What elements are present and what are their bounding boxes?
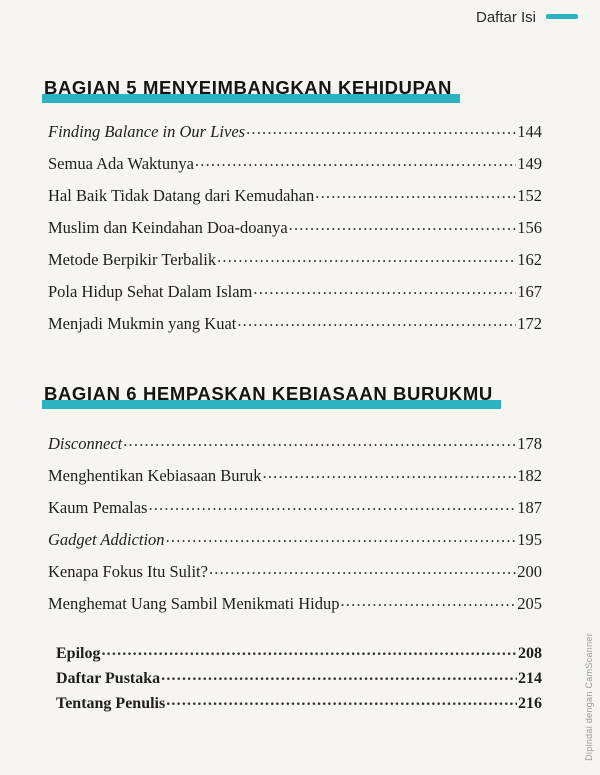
toc-entry-title: Semua Ada Waktunya — [48, 153, 194, 173]
running-header-label: Daftar Isi — [475, 9, 536, 26]
toc-entry-page: 216 — [518, 695, 542, 712]
toc-dot-leader — [123, 432, 516, 449]
toc-entry-page: 149 — [517, 153, 542, 173]
toc-entry-page: 208 — [518, 645, 542, 662]
toc-entry-title: Kaum Pemalas — [48, 497, 148, 517]
toc-entry-title: Hal Baik Tidak Datang dari Kemudahan — [48, 185, 315, 205]
toc-dot-leader — [289, 216, 517, 233]
toc-entry-title: Menjadi Mukmin yang Kuat — [48, 313, 237, 333]
toc-entry — [56, 642, 542, 667]
toc-entry-page: 195 — [517, 529, 542, 549]
toc-dot-leader — [209, 560, 516, 577]
toc-dot-leader — [148, 496, 516, 513]
toc-entry-page: 152 — [517, 185, 542, 205]
toc-entry-page: 187 — [517, 497, 542, 517]
toc-entry — [48, 464, 542, 496]
toc-entry-title: Menghemat Uang Sambil Menikmati Hidup — [48, 593, 340, 613]
toc-entry-title: Epilog — [56, 645, 101, 662]
toc-entry — [48, 496, 542, 528]
toc-entry-page: 178 — [517, 433, 542, 453]
toc-dot-leader — [161, 667, 517, 683]
toc-dot-leader — [166, 692, 517, 708]
toc-entry-title: Muslim dan Keindahan Doa-doanya — [48, 217, 288, 237]
toc-entry-page: 205 — [517, 593, 542, 613]
back-matter-toc — [56, 642, 542, 717]
toc-entry — [48, 216, 542, 248]
section-5-toc — [48, 120, 542, 344]
scanner-watermark: Dipindai dengan CamScanner — [584, 633, 594, 761]
toc-dot-leader — [166, 528, 517, 545]
toc-entry-title: Disconnect — [48, 433, 123, 453]
toc-entry-page: 182 — [517, 465, 542, 485]
toc-entry-title: Metode Berpikir Terbalik — [48, 249, 217, 269]
toc-entry-page: 214 — [518, 670, 542, 687]
header-accent-bar — [546, 14, 578, 19]
toc-entry — [56, 667, 542, 692]
toc-entry — [48, 432, 542, 464]
toc-entry-title: Pola Hidup Sehat Dalam Islam — [48, 281, 253, 301]
toc-entry-title: Finding Balance in Our Lives — [48, 121, 246, 141]
toc-dot-leader — [253, 280, 516, 297]
toc-dot-leader — [315, 184, 516, 201]
toc-entry-title: Tentang Penulis — [56, 695, 166, 712]
toc-entry — [48, 560, 542, 592]
toc-entry — [48, 152, 542, 184]
toc-entry-title: Kenapa Fokus Itu Sulit? — [48, 561, 208, 581]
toc-entry — [48, 248, 542, 280]
toc-dot-leader — [246, 120, 516, 137]
toc-entry-title: Daftar Pustaka — [56, 670, 161, 687]
toc-dot-leader — [101, 642, 517, 658]
toc-entry-title: Menghentikan Kebiasaan Buruk — [48, 465, 262, 485]
toc-entry-title: Gadget Addiction — [48, 529, 165, 549]
toc-dot-leader — [340, 592, 516, 609]
toc-entry — [56, 692, 542, 717]
section-5-title: BAGIAN 5 MENYEIMBANGKAN KEHIDUPAN — [44, 77, 452, 99]
toc-dot-leader — [237, 312, 516, 329]
toc-entry-page: 167 — [517, 281, 542, 301]
toc-dot-leader — [217, 248, 516, 265]
toc-entry — [48, 592, 542, 624]
toc-entry-page: 172 — [517, 313, 542, 333]
toc-entry — [48, 184, 542, 216]
toc-dot-leader — [263, 464, 517, 481]
toc-entry-page: 200 — [517, 561, 542, 581]
toc-entry — [48, 528, 542, 560]
section-6-toc — [48, 432, 542, 624]
toc-dot-leader — [195, 152, 516, 169]
toc-entry — [48, 120, 542, 152]
section-6-title: BAGIAN 6 HEMPASKAN KEBIASAAN BURUKMU — [44, 383, 493, 405]
toc-entry — [48, 312, 542, 344]
toc-entry-page: 144 — [517, 121, 542, 141]
toc-entry-page: 162 — [517, 249, 542, 269]
toc-entry — [48, 280, 542, 312]
toc-entry-page: 156 — [517, 217, 542, 237]
